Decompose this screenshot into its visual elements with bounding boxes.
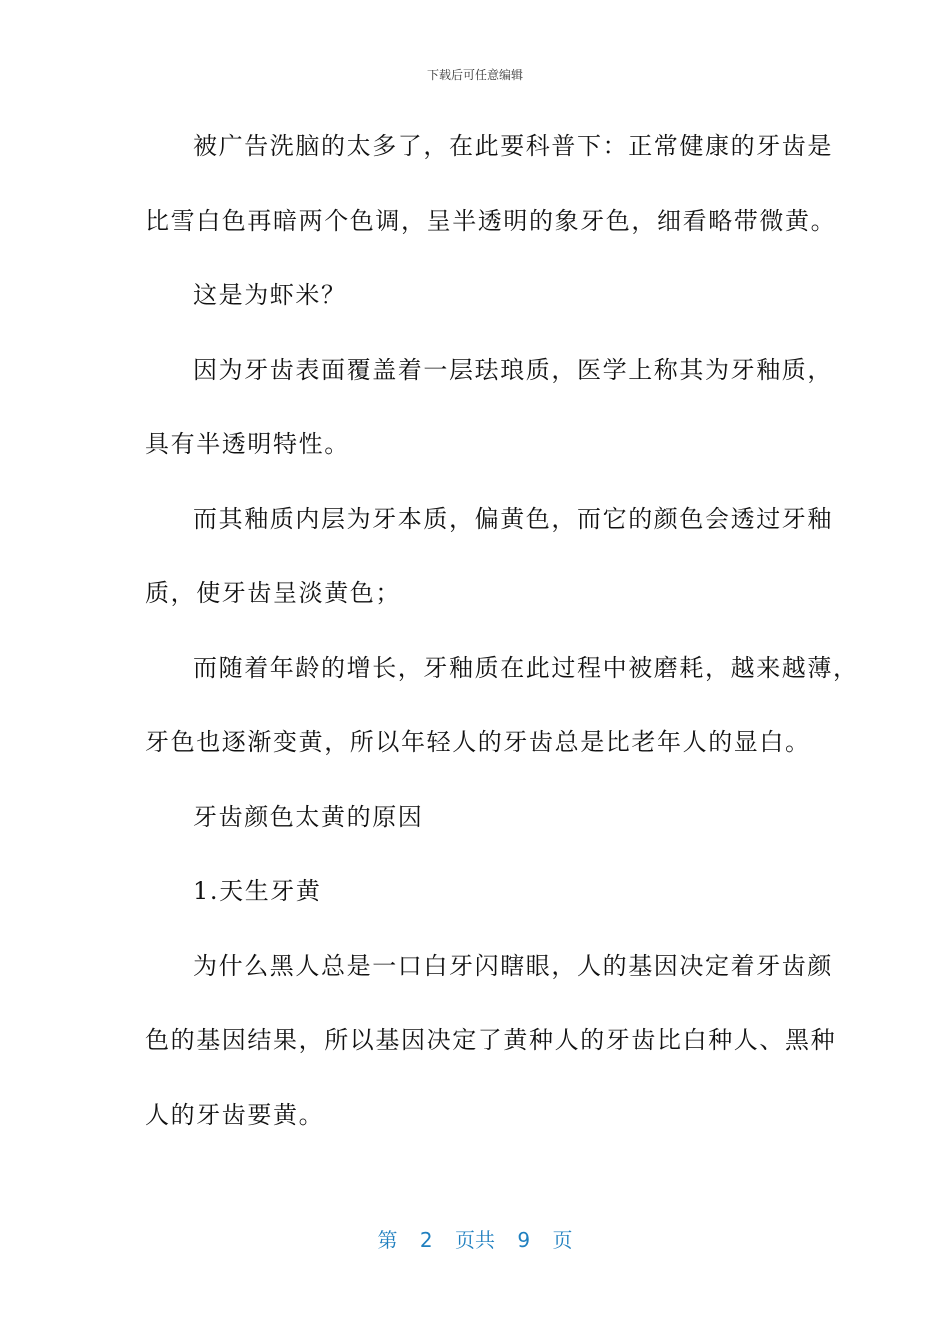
paragraph-line: 质，使牙齿呈淡黄色； (145, 579, 401, 607)
paragraph-line: 牙色也逐渐变黄，所以年轻人的牙齿总是比老年人的显白。 (145, 728, 811, 756)
paragraph-line: 人的牙齿要黄。 (145, 1101, 325, 1129)
paragraph-line: 而其釉质内层为牙本质，偏黄色，而它的颜色会透过牙釉 (193, 505, 833, 533)
subsection-heading: 1.天生牙黄 (193, 877, 322, 905)
section-heading: 牙齿颜色太黄的原因 (193, 803, 424, 831)
paragraph-line: 被广告洗脑的太多了，在此要科普下：正常健康的牙齿是 (193, 132, 833, 160)
total-pages-number: 9 (517, 1228, 531, 1252)
paragraph-line: 为什么黑人总是一口白牙闪瞎眼，人的基因决定着牙齿颜 (193, 952, 833, 980)
paragraph-line: 色的基因结果，所以基因决定了黄种人的牙齿比白种人、黑种 (145, 1026, 837, 1054)
total-label: 页共 (455, 1228, 495, 1252)
paragraph-line: 因为牙齿表面覆盖着一层珐琅质，医学上称其为牙釉质， (193, 356, 833, 384)
paragraph-line: 比雪白色再暗两个色调，呈半透明的象牙色，细看略带微黄。 (145, 207, 837, 235)
page-suffix: 页 (552, 1228, 573, 1252)
page-label: 第 (377, 1228, 398, 1252)
paragraph-line: 而随着年龄的增长，牙釉质在此过程中被磨耗，越来越薄， (193, 654, 859, 682)
paragraph-line: 这是为虾米？ (193, 281, 347, 309)
page-footer (0, 1224, 950, 1253)
paragraph-line: 具有半透明特性。 (145, 430, 350, 458)
current-page-number: 2 (419, 1228, 433, 1252)
page-header: 下载后可任意编辑 (426, 68, 523, 82)
